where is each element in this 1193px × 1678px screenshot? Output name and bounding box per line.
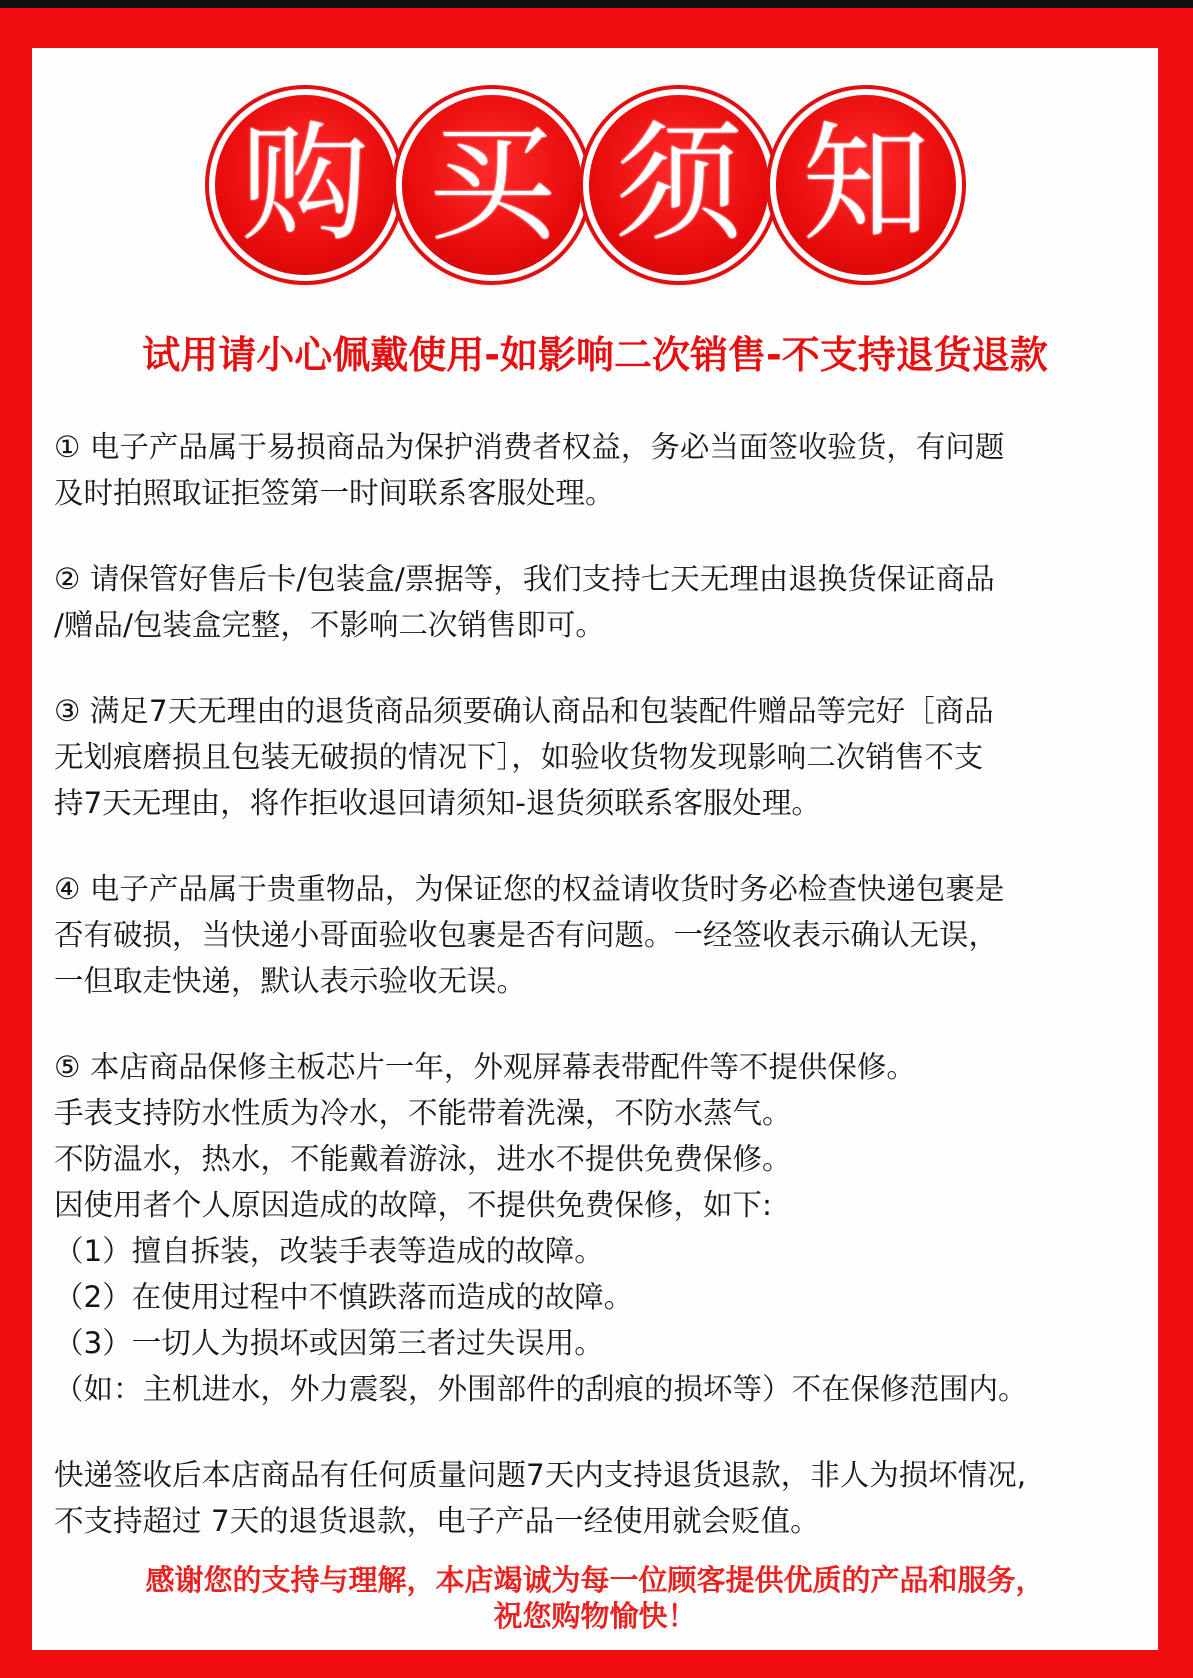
closing-message bbox=[32, 1562, 1158, 1634]
notice-line: 不支持超过 7天的退货退款，电子产品一经使用就会贬值。 bbox=[54, 1504, 820, 1538]
notice-item-1 bbox=[54, 424, 1138, 516]
notice-line: 一但取走快递，默认表示验收无误。 bbox=[54, 964, 527, 998]
notice-line: 快递签收后本店商品有任何质量问题7天内支持退货退款，非人为损坏情况, bbox=[54, 1458, 1027, 1492]
notice-line: 因使用者个人原因造成的故障，不提供免费保修，如下: bbox=[54, 1188, 772, 1222]
notice-sheet bbox=[32, 48, 1158, 1650]
title-char-circle: 知 bbox=[776, 95, 956, 275]
notice-line: （2）在使用过程中不慎跌落而造成的故障。 bbox=[54, 1280, 634, 1314]
title-char-circle: 须 bbox=[589, 95, 769, 275]
title-char-circle: 买 bbox=[402, 95, 582, 275]
closing-line: 感谢您的支持与理解，本店竭诚为每一位顾客提供优质的产品和服务， bbox=[145, 1563, 1045, 1597]
notice-line: ④ 电子产品属于贵重物品，为保证您的权益请收货时务必检查快递包裹是 bbox=[54, 872, 1005, 906]
subtitle: 试用请小心佩戴使用-如影响二次销售-不支持退货退款 bbox=[142, 333, 1048, 377]
notice-line: ③ 满足7天无理由的退货商品须要确认商品和包装配件赠品等完好［商品 bbox=[54, 694, 994, 728]
notice-line: 无划痕磨损且包装无破损的情况下］，如验收货物发现影响二次销售不支 bbox=[54, 740, 984, 774]
notice-body bbox=[54, 424, 1138, 1544]
return-policy-tail bbox=[54, 1452, 1138, 1544]
notice-line: 不防温水，热水，不能戴着游泳，进水不提供免费保修。 bbox=[54, 1142, 792, 1176]
notice-line: 手表支持防水性质为冷水，不能带着洗澡，不防水蒸气。 bbox=[54, 1096, 792, 1130]
closing-line: 祝您购物愉快！ bbox=[493, 1599, 697, 1633]
notice-line: ② 请保管好售后卡/包装盒/票据等，我们支持七天无理由退换货保证商品 bbox=[54, 562, 995, 596]
notice-line: ⑤ 本店商品保修主板芯片一年，外观屏幕表带配件等不提供保修。 bbox=[54, 1050, 916, 1084]
notice-line: 否有破损，当快递小哥面验收包裹是否有问题。一经签收表示确认无误， bbox=[54, 918, 999, 952]
notice-item-3 bbox=[54, 688, 1138, 826]
title-row bbox=[32, 95, 1158, 275]
title-char-circle: 购 bbox=[215, 95, 395, 275]
notice-line: 及时拍照取证拒签第一时间联系客服处理。 bbox=[54, 476, 615, 510]
notice-line: 持7天无理由，将作拒收退回请须知-退货须联系客服处理。 bbox=[54, 786, 821, 820]
notice-line: （3）一切人为损坏或因第三者过失误用。 bbox=[54, 1326, 604, 1360]
notice-item-4 bbox=[54, 866, 1138, 1004]
notice-line: （如：主机进水，外力震裂，外围部件的刮痕的损坏等）不在保修范围内。 bbox=[54, 1372, 1028, 1406]
notice-item-5 bbox=[54, 1044, 1138, 1412]
notice-item-2 bbox=[54, 556, 1138, 648]
notice-line: /赠品/包装盒完整，不影响二次销售即可。 bbox=[54, 608, 605, 642]
notice-line: （1）擅自拆装，改装手表等造成的故障。 bbox=[54, 1234, 604, 1268]
notice-line: ① 电子产品属于易损商品为保护消费者权益，务必当面签收验货，有问题 bbox=[54, 430, 1005, 464]
